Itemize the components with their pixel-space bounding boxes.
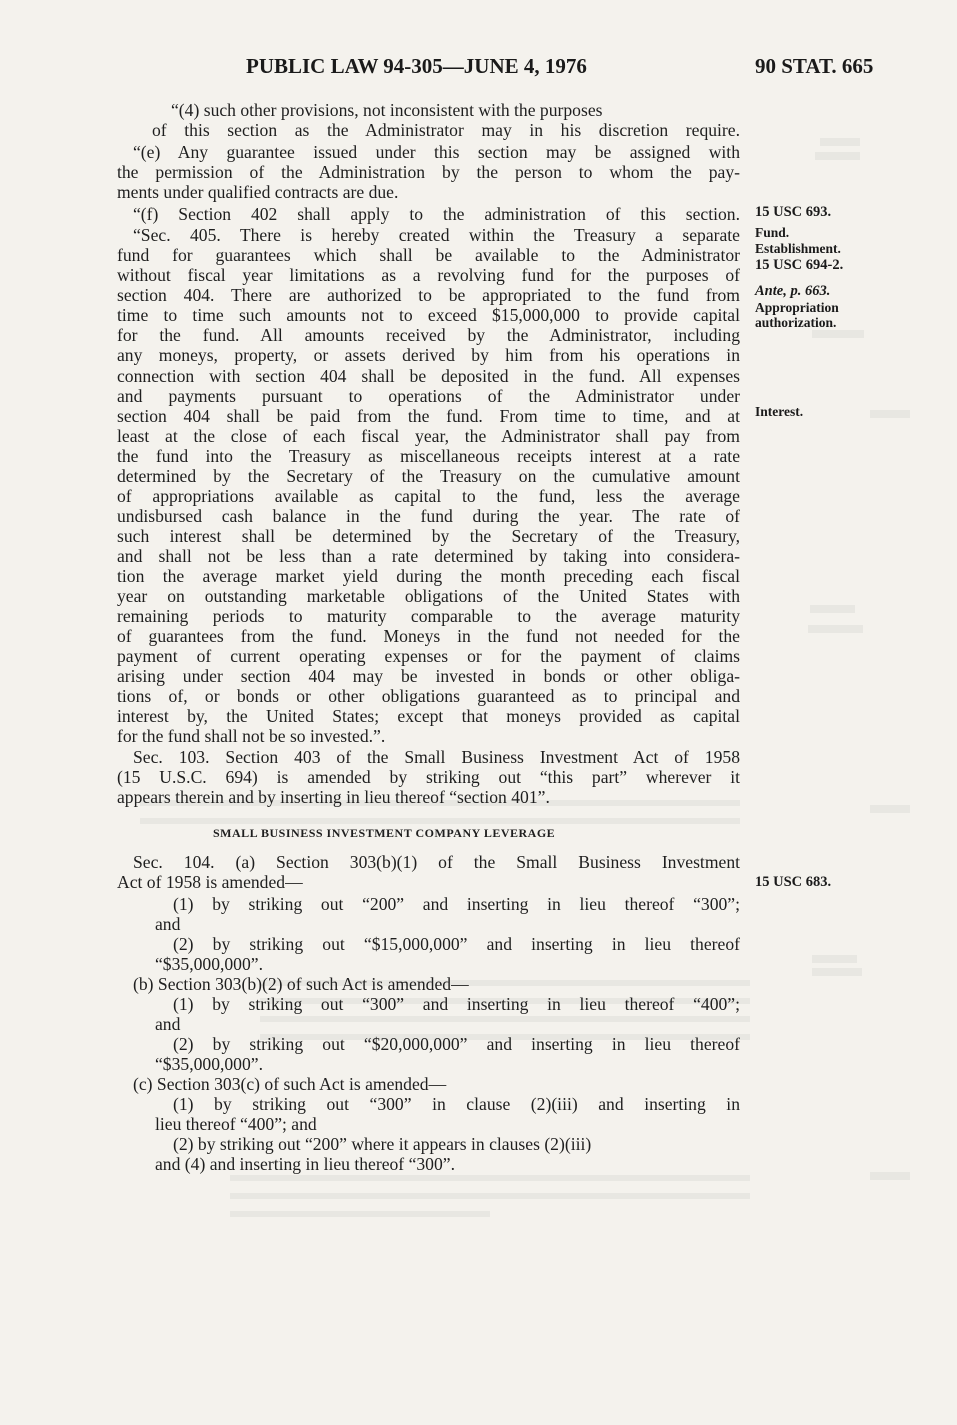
text-line: Sec. 103. Section 403 of the Small Business Investment Act of 1958 xyxy=(133,747,740,767)
text-line: and (4) and inserting in lieu thereof “300”. xyxy=(155,1154,455,1174)
text-line: of appropriations available as capital to the fund, less the average xyxy=(117,486,740,506)
text-line: (1) by striking out “300” in clause (2)(iii) and inserting in xyxy=(173,1094,740,1114)
text-line: “$35,000,000”. xyxy=(155,1054,263,1074)
text-line: fund for guarantees which shall be available to the Administrator xyxy=(117,245,740,265)
text-line: “$35,000,000”. xyxy=(155,954,263,974)
text-line: least at the close of each fiscal year, the Administrator shall pay from xyxy=(117,426,740,446)
text-line: without fiscal year limitations as a revolving fund for the purposes of xyxy=(117,265,740,285)
margin-note-citation: 15 USC 683. xyxy=(755,874,832,890)
text-line: section 404 shall be paid from the fund. From time to time, and at xyxy=(117,406,740,426)
text-line: appears therein and by inserting in lieu thereof “section 401”. xyxy=(117,787,550,807)
margin-note-reference: Ante, p. 663. xyxy=(755,283,831,299)
text-line: the permission of the Administration by the person to whom the pay- xyxy=(117,162,740,182)
text-line: tion the average market yield during the month preceding each fiscal xyxy=(117,566,740,586)
text-line: the fund into the Treasury as miscellaneous receipts interest at a rate xyxy=(117,446,740,466)
text-line: Act of 1958 is amended— xyxy=(117,872,303,892)
margin-note-topic: Interest. xyxy=(755,404,804,419)
text-line: such interest shall be determined by the Secretary of the Treasury, xyxy=(117,526,740,546)
text-line: “(4) such other provisions, not inconsistent with the purposes xyxy=(171,100,603,120)
margin-note-topic: Appropriation authorization. xyxy=(755,300,839,330)
text-line: for the fund. All amounts received by the Administrator, including xyxy=(117,325,740,345)
text-line: any moneys, property, or assets derived by him from his operations in xyxy=(117,345,740,365)
text-line: tions of, or bonds or other obligations guaranteed as to principal and xyxy=(117,686,740,706)
text-line: “Sec. 405. There is hereby created within the Treasury a separate xyxy=(133,225,740,245)
text-line: year on outstanding marketable obligations of the United States with xyxy=(117,586,740,606)
text-line: of guarantees from the fund. Moneys in the fund not needed for the xyxy=(117,626,740,646)
text-line: (b) Section 303(b)(2) of such Act is amended— xyxy=(133,974,469,994)
text-line: “(f) Section 402 shall apply to the administration of this section. xyxy=(133,204,740,224)
section-heading: SMALL BUSINESS INVESTMENT COMPANY LEVERAGE xyxy=(213,826,556,840)
text-line: and xyxy=(155,914,181,934)
text-line: undisbursed cash balance in the fund during the year. The rate of xyxy=(117,506,740,526)
text-line: “(e) Any guarantee issued under this section may be assigned with xyxy=(133,142,740,162)
text-line: (2) by striking out “$20,000,000” and inserting in lieu thereof xyxy=(173,1034,740,1054)
text-line: lieu thereof “400”; and xyxy=(155,1114,317,1134)
text-line: (1) by striking out “200” and inserting in lieu thereof “300”; xyxy=(173,894,740,914)
text-line: for the fund shall not be so invested.”. xyxy=(117,726,386,746)
text-line: Sec. 104. (a) Section 303(b)(1) of the Small Business Investment xyxy=(133,852,740,872)
text-line: payment of current operating expenses or for the payment of claims xyxy=(117,646,740,666)
text-line: of this section as the Administrator may in his discretion require. xyxy=(152,120,740,140)
page-header-title: PUBLIC LAW 94-305—JUNE 4, 1976 xyxy=(246,54,587,78)
text-line: (c) Section 303(c) of such Act is amended— xyxy=(133,1074,447,1094)
text-line: (2) by striking out “200” where it appears in clauses (2)(iii) xyxy=(173,1134,592,1154)
margin-note-citation: 15 USC 693. xyxy=(755,204,832,220)
text-line: remaining periods to maturity comparable to the average maturity xyxy=(117,606,740,626)
margin-note-citation: 15 USC 694-2. xyxy=(755,257,844,273)
text-line: connection with section 404 shall be deposited in the fund. All expenses xyxy=(117,366,740,386)
text-line: time to time such amounts not to exceed $15,000,000 to provide capital xyxy=(117,305,740,325)
text-line: (15 U.S.C. 694) is amended by striking out “this part” wherever it xyxy=(117,767,740,787)
text-line: and shall not be less than a rate determined by taking into considera- xyxy=(117,546,740,566)
text-line: and xyxy=(155,1014,181,1034)
text-line: (2) by striking out “$15,000,000” and inserting in lieu thereof xyxy=(173,934,740,954)
margin-note-topic: Fund. xyxy=(755,225,790,240)
page-header-stat-citation: 90 STAT. 665 xyxy=(755,54,874,78)
text-line: and payments pursuant to operations of the Administrator under xyxy=(117,386,740,406)
text-line: ments under qualified contracts are due. xyxy=(117,182,399,202)
text-line: section 404. There are authorized to be appropriated to the fund from xyxy=(117,285,740,305)
text-line: (1) by striking out “300” and inserting in lieu thereof “400”; xyxy=(173,994,740,1014)
text-line: determined by the Secretary of the Treasury on the cumulative amount xyxy=(117,466,740,486)
text-line: arising under section 404 may be invested in bonds or other obliga- xyxy=(117,666,740,686)
margin-note-topic: Establishment. xyxy=(755,241,841,256)
text-line: interest by, the United States; except that moneys provided as capital xyxy=(117,706,740,726)
